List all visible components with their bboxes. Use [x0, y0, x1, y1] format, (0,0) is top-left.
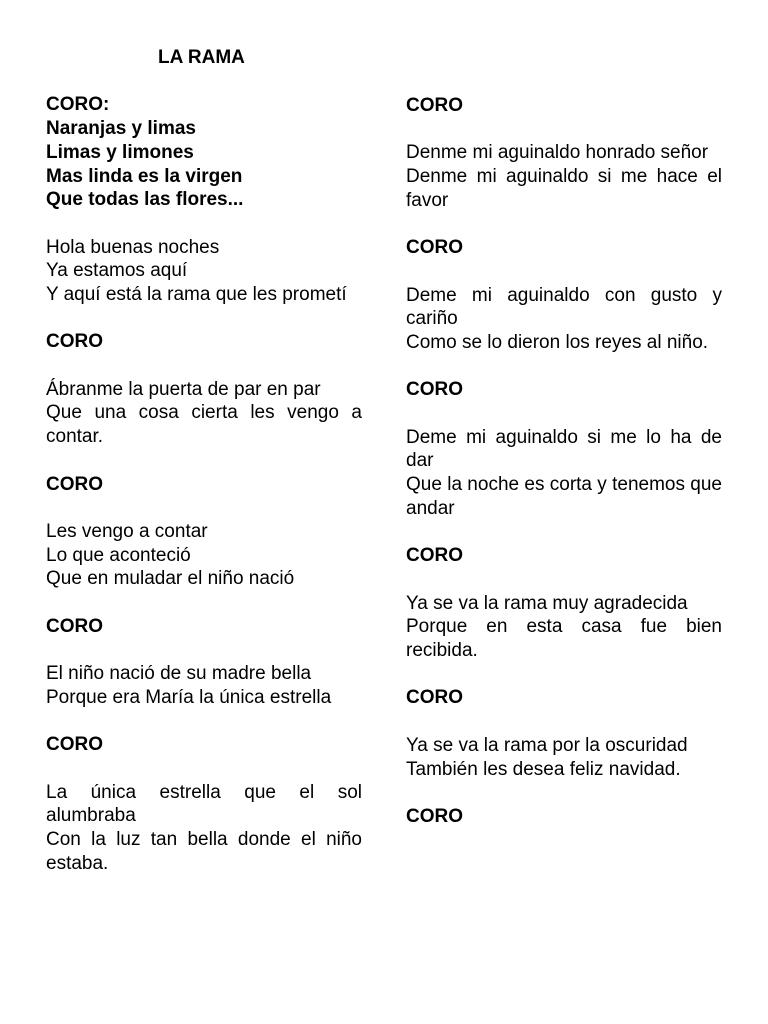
- verse-line: Ya estamos aquí: [46, 260, 188, 282]
- coro-marker: CORO: [46, 331, 103, 353]
- coro-marker: CORO: [406, 95, 463, 116]
- verse-line: Y aquí está la rama que les prometí: [46, 284, 347, 305]
- coro-marker: CORO: [406, 545, 463, 567]
- coro-marker: CORO: [406, 805, 463, 827]
- verse-line: Deme mi aguinaldo con gusto y cariño: [406, 284, 722, 330]
- verse-line: Porque en esta casa fue bien recibida.: [406, 616, 722, 662]
- chorus-line: Naranjas y limas: [46, 118, 196, 140]
- page-title: LA RAMA: [158, 47, 245, 68]
- verse-line: Ábranme la puerta de par en par: [46, 378, 321, 400]
- verse-line: Como se lo dieron los reyes al niño.: [406, 331, 709, 353]
- coro-marker: CORO: [46, 615, 103, 637]
- verse-line: El niño nació de su madre bella: [46, 663, 312, 685]
- verse-line: También les desea feliz navidad.: [406, 758, 681, 780]
- verse-line: Denme mi aguinaldo honrado señor: [406, 142, 709, 164]
- verse-line: Con la luz tan bella donde el niño estaba.: [46, 829, 362, 874]
- coro-marker: CORO: [46, 473, 103, 495]
- chorus-line: Mas linda es la virgen: [46, 165, 243, 187]
- right-column: [406, 94, 722, 829]
- verse-line: La única estrella que el sol alumbraba: [46, 781, 362, 827]
- verse-line: Porque era María la única estrella: [46, 686, 332, 708]
- coro-marker: CORO: [406, 237, 463, 259]
- verse-line: Ya se va la rama por la oscuridad: [406, 734, 688, 756]
- verse-line: Que en muladar el niño nació: [46, 568, 295, 590]
- left-column: [46, 46, 362, 875]
- coro-marker: CORO: [46, 734, 103, 756]
- verse-line: Les vengo a contar: [46, 520, 208, 542]
- coro-marker: CORO: [406, 379, 463, 401]
- verse-line: Denme mi aguinaldo si me hace el favor: [406, 166, 722, 211]
- chorus-line: Limas y limones: [46, 141, 194, 163]
- chorus-line: Que todas las flores...: [46, 189, 244, 211]
- chorus-heading: CORO:: [46, 94, 110, 116]
- verse-line: Deme mi aguinaldo si me lo ha de dar: [406, 426, 722, 472]
- coro-marker: CORO: [406, 687, 463, 709]
- verse-line: Lo que aconteció: [46, 544, 191, 566]
- verse-line: Que una cosa cierta les vengo a contar.: [46, 402, 362, 448]
- verse-line: Hola buenas noches: [46, 236, 220, 258]
- verse-line: Que la noche es corta y tenemos que andar: [406, 474, 722, 519]
- verse-line: Ya se va la rama muy agradecida: [406, 592, 688, 614]
